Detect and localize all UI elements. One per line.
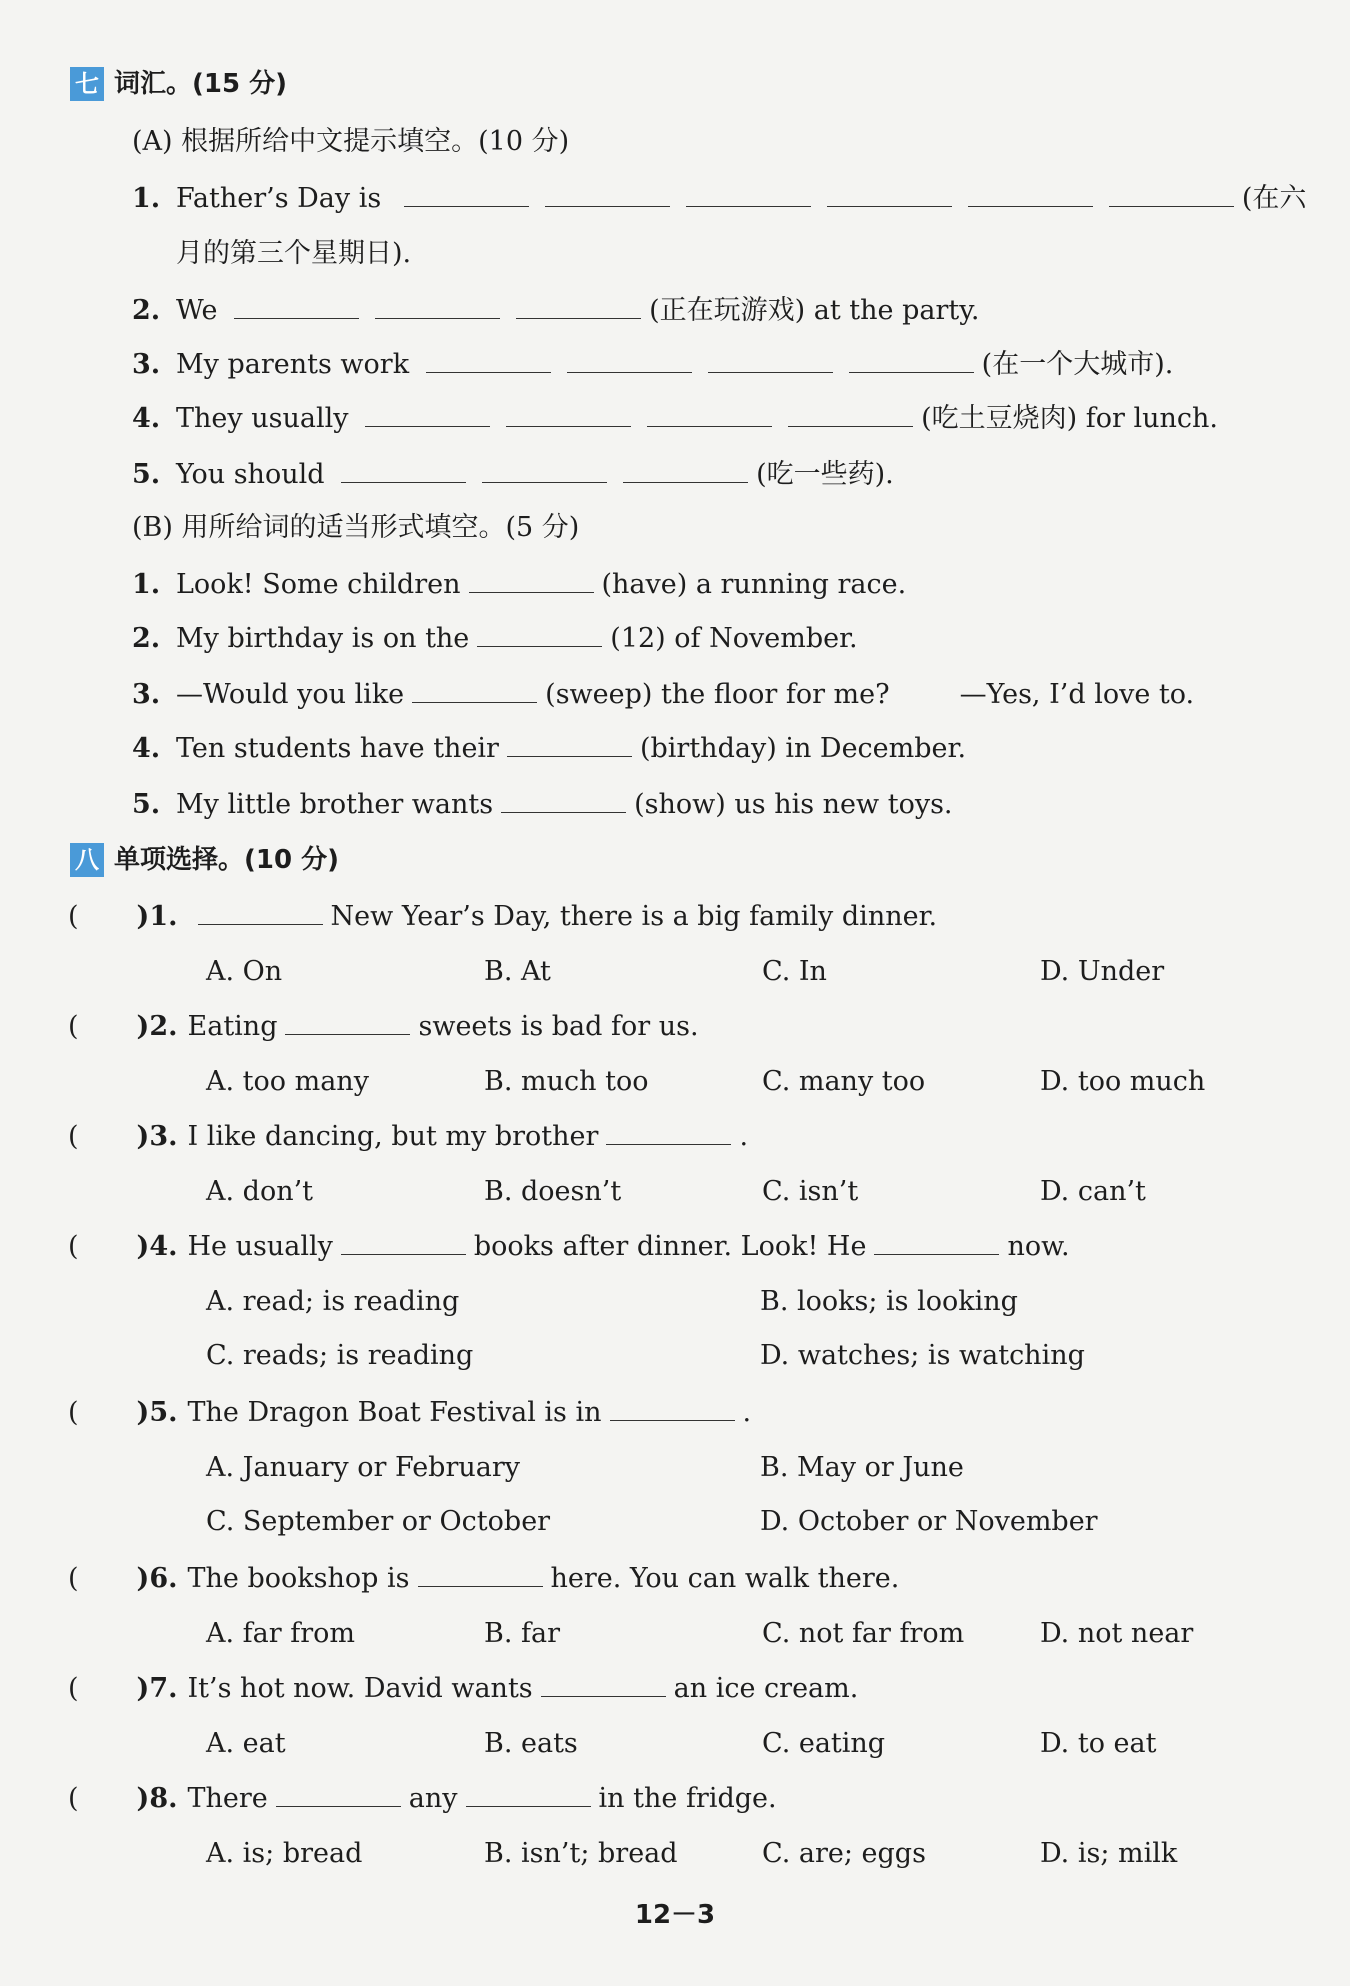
- section-7-header: [70, 64, 287, 104]
- q3-option-b[interactable]: B. doesn’t: [484, 1176, 622, 1207]
- q5-paren: (: [68, 1397, 79, 1428]
- a2-blank-2[interactable]: [375, 290, 500, 319]
- q2-line: [68, 1006, 699, 1047]
- a4-line: [132, 398, 1218, 439]
- q1-paren: (: [68, 901, 79, 932]
- q4-line: [68, 1226, 1070, 1267]
- q1-option-d[interactable]: D. Under: [1040, 956, 1165, 987]
- a3-blank-4[interactable]: [849, 344, 974, 373]
- b3-reply: —Yes, I’d love to.: [959, 679, 1195, 710]
- q7-pre: It’s hot now. David wants: [187, 1673, 533, 1704]
- b3-post: (sweep) the floor for me?: [545, 679, 890, 710]
- q3-option-a[interactable]: A. don’t: [206, 1176, 314, 1207]
- q3-number: )3.: [136, 1121, 178, 1152]
- a3-number: 3.: [132, 349, 161, 380]
- q6-option-a[interactable]: A. far from: [206, 1618, 356, 1649]
- b4-line: [132, 728, 966, 769]
- q1-line: [68, 896, 937, 937]
- b5-post: (show) us his new toys.: [634, 789, 953, 820]
- a5-number: 5.: [132, 459, 161, 490]
- a3-line: [132, 344, 1173, 385]
- a4-blank-2[interactable]: [506, 398, 631, 427]
- q2-number: )2.: [136, 1011, 178, 1042]
- q4-option-c[interactable]: C. reads; is reading: [206, 1340, 474, 1371]
- q4-option-d[interactable]: D. watches; is watching: [760, 1340, 1085, 1371]
- b3-blank[interactable]: [412, 674, 537, 703]
- q4-paren: (: [68, 1231, 79, 1262]
- b5-pre: My little brother wants: [176, 789, 494, 820]
- q1-option-b[interactable]: B. At: [484, 956, 551, 987]
- q4-blank-1[interactable]: [341, 1226, 466, 1255]
- q6-pre: The bookshop is: [187, 1563, 410, 1594]
- q4-mid: books after dinner. Look! He: [473, 1231, 867, 1262]
- section-8-title: 单项选择。(10 分): [114, 845, 339, 875]
- a2-number: 2.: [132, 295, 161, 326]
- q6-option-c[interactable]: C. not far from: [762, 1618, 965, 1649]
- q8-post: in the fridge.: [598, 1783, 777, 1814]
- q1-post: New Year’s Day, there is a big family dinner.: [330, 901, 938, 932]
- q7-option-a[interactable]: A. eat: [206, 1728, 286, 1759]
- q3-option-c[interactable]: C. isn’t: [762, 1176, 859, 1207]
- q3-option-d[interactable]: D. can’t: [1040, 1176, 1146, 1207]
- q8-line: [68, 1778, 777, 1819]
- b2-post: (12) of November.: [610, 623, 858, 654]
- a2-blank-3[interactable]: [516, 290, 641, 319]
- q6-option-b[interactable]: B. far: [484, 1618, 561, 1649]
- b3-pre: —Would you like: [176, 679, 405, 710]
- a2-line: [132, 290, 980, 331]
- q5-option-a[interactable]: A. January or February: [206, 1452, 521, 1483]
- b1-line: [132, 564, 906, 605]
- a5-blank-3[interactable]: [623, 454, 748, 483]
- b1-number: 1.: [132, 569, 161, 600]
- q3-post: .: [739, 1121, 749, 1152]
- q6-option-d[interactable]: D. not near: [1040, 1618, 1194, 1649]
- q4-blank-2[interactable]: [874, 1226, 999, 1255]
- a5-line: [132, 454, 894, 495]
- a1-blank-6[interactable]: [1109, 178, 1234, 207]
- q6-line: [68, 1558, 899, 1599]
- section-7-badge: 七: [70, 67, 104, 101]
- page-number: 12－3: [634, 1900, 716, 1930]
- q5-option-b[interactable]: B. May or June: [760, 1452, 964, 1483]
- q7-paren: (: [68, 1673, 79, 1704]
- a1-blank-4[interactable]: [827, 178, 952, 207]
- q5-number: )5.: [136, 1397, 178, 1428]
- q3-pre: I like dancing, but my brother: [187, 1121, 599, 1152]
- a1-blank-3[interactable]: [686, 178, 811, 207]
- q4-post: now.: [1007, 1231, 1070, 1262]
- q8-option-b[interactable]: B. isn’t; bread: [484, 1838, 678, 1869]
- q4-number: )4.: [136, 1231, 178, 1262]
- q3-paren: (: [68, 1121, 79, 1152]
- q8-number: )8.: [136, 1783, 178, 1814]
- q2-option-d[interactable]: D. too much: [1040, 1066, 1206, 1097]
- q7-number: )7.: [136, 1673, 178, 1704]
- a1-blank-2[interactable]: [545, 178, 670, 207]
- a4-pre: They usually: [176, 403, 349, 434]
- q5-blank[interactable]: [610, 1392, 735, 1421]
- a4-number: 4.: [132, 403, 161, 434]
- q8-mid: any: [408, 1783, 458, 1814]
- a2-pre: We: [176, 295, 218, 326]
- a3-blank-2[interactable]: [567, 344, 692, 373]
- b5-line: [132, 784, 953, 825]
- section-8-header: [70, 840, 339, 880]
- q8-paren: (: [68, 1783, 79, 1814]
- b3-line: [132, 674, 1194, 715]
- b4-number: 4.: [132, 733, 161, 764]
- b1-blank[interactable]: [469, 564, 594, 593]
- a4-blank-1[interactable]: [365, 398, 490, 427]
- a3-hint: (在一个大城市).: [981, 349, 1174, 380]
- q8-option-d[interactable]: D. is; milk: [1040, 1838, 1178, 1869]
- a1-line: [132, 178, 1306, 219]
- b4-post: (birthday) in December.: [639, 733, 967, 764]
- q7-option-d[interactable]: D. to eat: [1040, 1728, 1157, 1759]
- q7-line: [68, 1668, 858, 1709]
- q8-blank-1[interactable]: [276, 1778, 401, 1807]
- a1-blank-5[interactable]: [968, 178, 1093, 207]
- b5-blank[interactable]: [501, 784, 626, 813]
- q7-option-b[interactable]: B. eats: [484, 1728, 578, 1759]
- q2-post: sweets is bad for us.: [418, 1011, 699, 1042]
- a1-text: Father’s Day is: [176, 183, 382, 214]
- q6-post: here. You can walk there.: [550, 1563, 900, 1594]
- q5-line: [68, 1392, 751, 1433]
- b2-number: 2.: [132, 623, 161, 654]
- a2-blank-1[interactable]: [234, 290, 359, 319]
- a5-pre: You should: [176, 459, 325, 490]
- q4-option-b[interactable]: B. looks; is looking: [760, 1286, 1018, 1317]
- b4-pre: Ten students have their: [176, 733, 499, 764]
- q8-pre: There: [187, 1783, 268, 1814]
- q6-paren: (: [68, 1563, 79, 1594]
- a5-blank-1[interactable]: [341, 454, 466, 483]
- a3-pre: My parents work: [176, 349, 410, 380]
- b2-blank[interactable]: [477, 618, 602, 647]
- q4-option-a[interactable]: A. read; is reading: [206, 1286, 460, 1317]
- q3-line: [68, 1116, 748, 1157]
- a5-blank-2[interactable]: [482, 454, 607, 483]
- q7-option-c[interactable]: C. eating: [762, 1728, 886, 1759]
- b2-pre: My birthday is on the: [176, 623, 470, 654]
- a4-hint: (吃土豆烧肉) for lunch.: [921, 403, 1218, 434]
- a2-hint: (正在玩游戏) at the party.: [649, 295, 980, 326]
- q7-blank[interactable]: [541, 1668, 666, 1697]
- b4-blank[interactable]: [507, 728, 632, 757]
- a1-number: 1.: [132, 183, 161, 214]
- part-a-heading: (A) 根据所给中文提示填空。(10 分): [132, 126, 570, 157]
- q8-blank-2[interactable]: [466, 1778, 591, 1807]
- q1-option-a[interactable]: A. On: [206, 956, 283, 987]
- b3-number: 3.: [132, 679, 161, 710]
- q1-option-c[interactable]: C. In: [762, 956, 827, 987]
- q6-number: )6.: [136, 1563, 178, 1594]
- q8-option-c[interactable]: C. are; eggs: [762, 1838, 926, 1869]
- b1-post: (have) a running race.: [601, 569, 907, 600]
- q1-number: )1.: [136, 901, 178, 932]
- q2-paren: (: [68, 1011, 79, 1042]
- q8-option-a[interactable]: A. is; bread: [206, 1838, 363, 1869]
- b2-line: [132, 618, 858, 659]
- q5-option-c[interactable]: C. September or October: [206, 1506, 551, 1537]
- a1-continuation: 月的第三个星期日).: [176, 238, 412, 269]
- a3-blank-3[interactable]: [708, 344, 833, 373]
- q3-blank[interactable]: [606, 1116, 731, 1145]
- a1-hint: (在六: [1241, 183, 1307, 214]
- q2-option-a[interactable]: A. too many: [206, 1066, 369, 1097]
- q5-post: .: [742, 1397, 752, 1428]
- b5-number: 5.: [132, 789, 161, 820]
- a3-blank-1[interactable]: [426, 344, 551, 373]
- q4-pre: He usually: [187, 1231, 333, 1262]
- q2-blank[interactable]: [285, 1006, 410, 1035]
- q2-option-b[interactable]: B. much too: [484, 1066, 649, 1097]
- b1-pre: Look! Some children: [176, 569, 461, 600]
- q5-option-d[interactable]: D. October or November: [760, 1506, 1098, 1537]
- a5-hint: (吃一些药).: [756, 459, 894, 490]
- section-8-badge: 八: [70, 843, 104, 877]
- a1-blank-1[interactable]: [404, 178, 529, 207]
- q7-post: an ice cream.: [673, 1673, 859, 1704]
- part-b-heading: (B) 用所给词的适当形式填空。(5 分): [132, 512, 580, 543]
- a4-blank-3[interactable]: [647, 398, 772, 427]
- section-7-title: 词汇。(15 分): [114, 69, 287, 99]
- a4-blank-4[interactable]: [788, 398, 913, 427]
- q6-blank[interactable]: [418, 1558, 543, 1587]
- q1-blank[interactable]: [198, 896, 323, 925]
- q5-pre: The Dragon Boat Festival is in: [187, 1397, 602, 1428]
- q2-pre: Eating: [187, 1011, 278, 1042]
- q2-option-c[interactable]: C. many too: [762, 1066, 926, 1097]
